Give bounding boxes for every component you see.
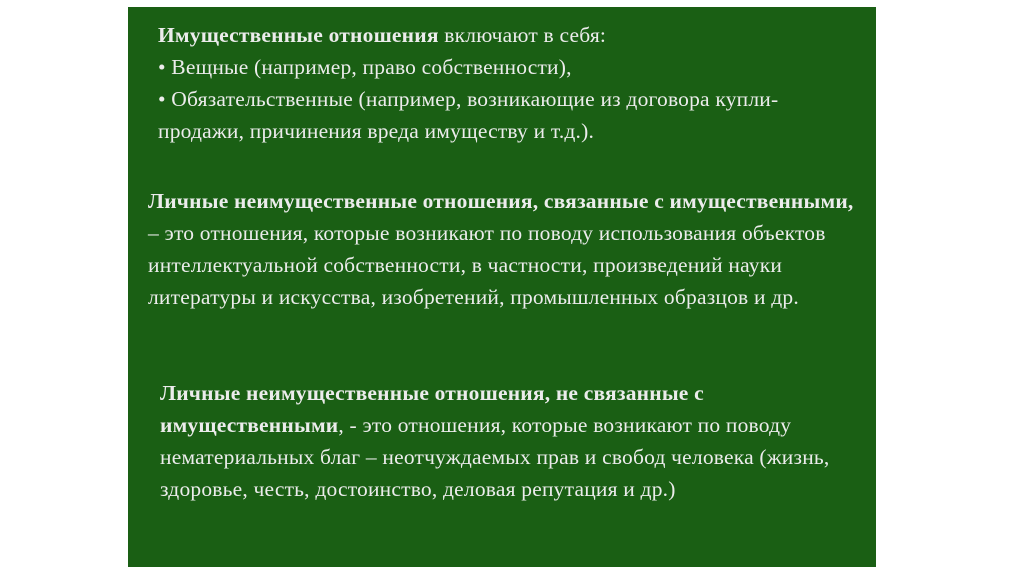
list-item-obligations: • Обязательственные (например, возникающие из договора купли-продажи, причинения вреда имуществу и т.д.). [158,87,779,143]
personal-related-relations-text [148,185,858,313]
personal-unrelated-relations-definition: , - это отношения, которые возникают по поводу нематериальных благ – неотчуждаемых прав и свобод человека (жизнь, здоровье, честь, достоинство, деловая репутация и др.) [160,413,830,501]
property-relations-term: Имущественные отношения [158,23,439,47]
personal-unrelated-relations-text [160,377,860,505]
list-item-real-rights: • Вещные (например, право собственности), [158,55,572,79]
property-relations-block [158,19,858,147]
property-relations-intro-rest: включают в себя: [438,23,607,47]
slide [128,7,876,567]
property-relations-intro [158,19,858,51]
personal-related-relations-term: Личные неимущественные отношения, связанные с имущественными, [148,189,854,213]
personal-unrelated-relations-block [160,377,860,505]
personal-unrelated-relations-term: Личные неимущественные отношения, не связанные с имущественными [160,381,704,437]
personal-related-relations-block [148,185,858,313]
personal-related-relations-definition: – это отношения, которые возникают по поводу использования объектов интеллектуальной собственности, в частности, произведений науки литературы и искусства, изобретений, промышленных образцов и др. [148,221,826,309]
